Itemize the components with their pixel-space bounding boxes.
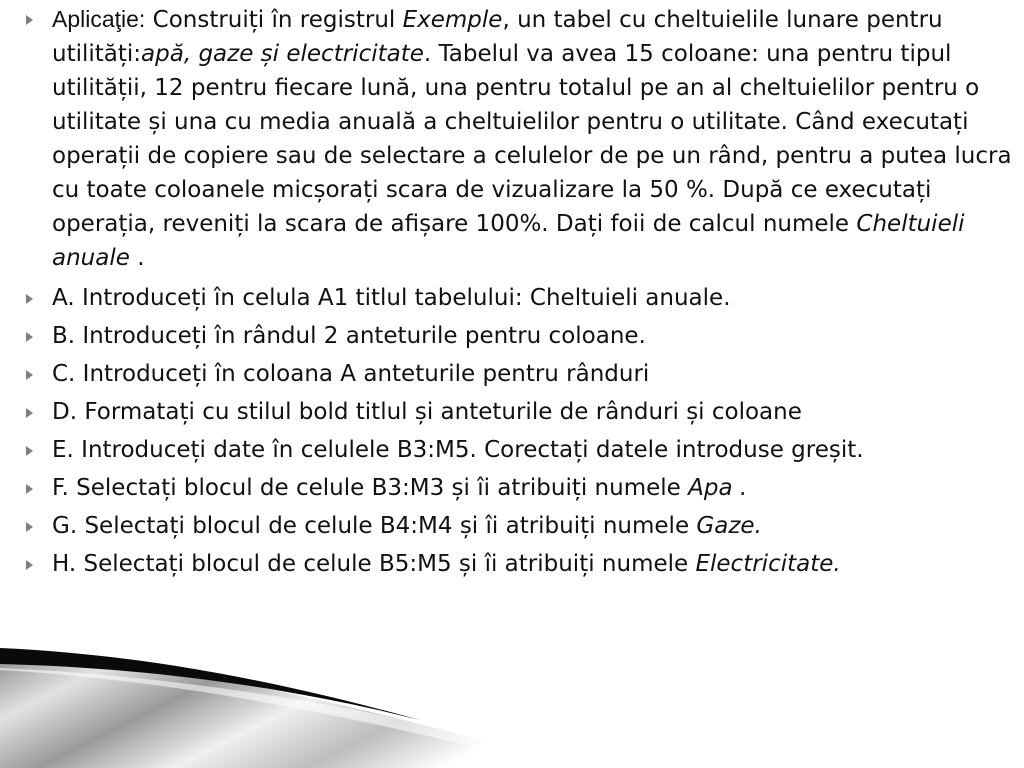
bullet-item-f [26, 471, 1016, 505]
bullet-item-g [26, 509, 1016, 543]
intro-emphasis-2: apă, gaze și electricitate [141, 41, 424, 67]
step-text: D. Formatați cu stilul bold titlul și anteturile de rânduri și coloane [52, 399, 802, 425]
range-name: Apa . [688, 475, 748, 501]
step-text: F. Selectați blocul de celule B3:M3 și îi atribuiți numele [52, 475, 689, 501]
intro-text-2: , un tabel cu cheltuielile lunare pentru utilități: [52, 7, 943, 67]
bullet-item-a [26, 281, 1016, 315]
bullet-item-b [26, 319, 1016, 353]
step-text: B. Introduceți în rândul 2 anteturile pentru coloane. [52, 323, 646, 349]
bullet-arrow-icon [26, 446, 33, 456]
step-text: H. Selectați blocul de celule B5:M5 și îi atribuiți numele [52, 551, 696, 577]
step-text: E. Introduceți date în celulele B3:M5. Corectați datele introduse greșit. [52, 437, 864, 463]
bullet-item-intro [26, 2, 1016, 275]
step-text: C. Introduceți în coloana A anteturile pentru rânduri [52, 361, 650, 387]
bullet-item-d [26, 395, 1016, 429]
bullet-arrow-icon [26, 332, 33, 342]
step-text: A. Introduceți în celula A1 titlul tabelului: Cheltuieli anuale. [52, 285, 731, 311]
bullet-arrow-icon [26, 522, 33, 532]
bullet-arrow-icon [26, 15, 33, 25]
intro-emphasis-3: Cheltuieli anuale [52, 211, 965, 271]
intro-text-1: Construiți în registrul [145, 7, 403, 33]
range-name: Gaze. [696, 513, 762, 539]
bullet-arrow-icon [26, 370, 33, 380]
bullet-list [26, 2, 1016, 585]
bullet-arrow-icon [26, 484, 33, 494]
intro-text-4: . [129, 245, 145, 271]
intro-label: Aplicaţie: [52, 6, 146, 32]
bullet-arrow-icon [26, 408, 33, 418]
bullet-item-h [26, 547, 1016, 581]
bullet-arrow-icon [26, 294, 33, 304]
range-name: Electricitate. [695, 551, 841, 577]
intro-text-3: . Tabelul va avea 15 coloane: una pentru tipul utilității, 12 pentru fiecare lună, una pentru totalul pe an al cheltuielilor pentru o utilitate și una cu media anuală a cheltuielilor pentru o utilitate. Când executați operații de copiere sau de selectare a celulelor de pe un rând, pentru a putea lucra cu toate coloanele micșorați scara de vizualizare la 50 %. După ce executați operația, reveniți la scara de afișare 100%. Dați foii de calcul numele [52, 41, 1012, 237]
intro-emphasis-1: Exemple [402, 7, 503, 33]
bullet-arrow-icon [26, 560, 33, 570]
bullet-item-e [26, 433, 1016, 467]
bullet-item-c [26, 357, 1016, 391]
step-text: G. Selectați blocul de celule B4:M4 și îi atribuiți numele [52, 513, 697, 539]
